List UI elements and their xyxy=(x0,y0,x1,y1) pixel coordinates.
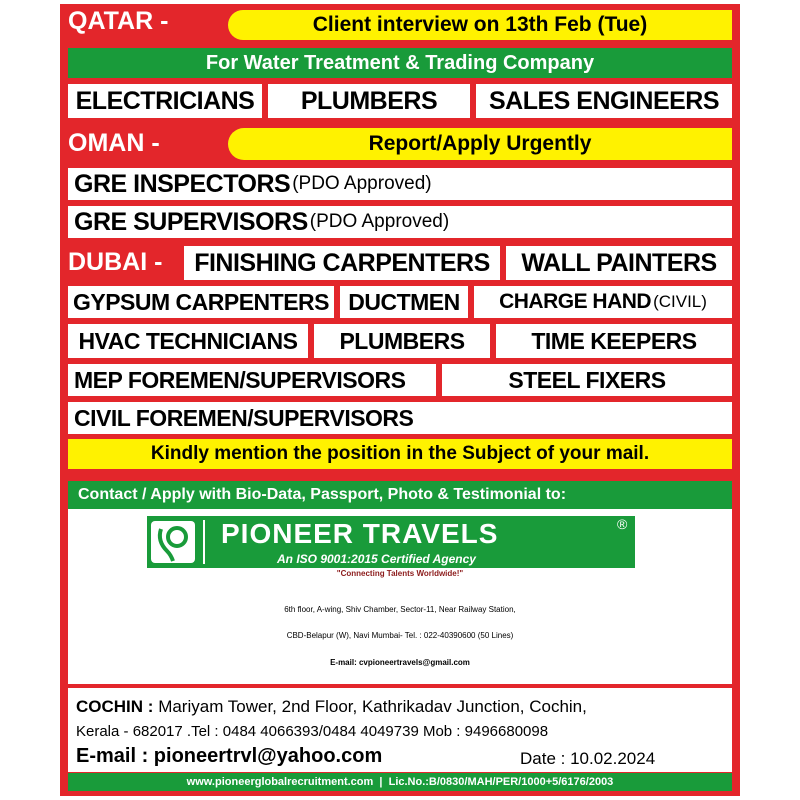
country-qatar: QATAR - xyxy=(68,7,169,35)
job-title: GRE INSPECTORS xyxy=(74,169,291,198)
address-line1: 6th floor, A-wing, Shiv Chamber, Sector-11, Near Railway Station, xyxy=(284,605,516,614)
job-note: (PDO Approved) xyxy=(309,211,450,232)
qatar-company-bar xyxy=(68,48,732,78)
cochin-line1: Mariyam Tower, 2nd Floor, Kathrikadav Junction, Cochin, xyxy=(158,697,587,716)
qatar-interview-banner xyxy=(228,10,732,40)
contact-heading: Contact / Apply with Bio-Data, Passport, Photo & Testimonial to: xyxy=(78,486,567,503)
job-dubai-finishing-carpenters: FINISHING CARPENTERS xyxy=(184,246,500,280)
job-dubai-wall-painters: WALL PAINTERS xyxy=(506,246,732,280)
job-dubai-time-keepers: TIME KEEPERS xyxy=(496,324,732,358)
cochin-date: Date : 10.02.2024 xyxy=(520,749,656,768)
job-dubai-civil-foremen: CIVIL FOREMEN/SUPERVISORS xyxy=(68,402,732,434)
footer-bar xyxy=(68,773,732,791)
mention-bar xyxy=(68,439,732,469)
contact-email: E-mail: cvpioneertravels@gmail.com xyxy=(330,658,470,667)
job-dubai-steel-fixers: STEEL FIXERS xyxy=(442,364,732,396)
job-dubai-hvac-technicians: HVAC TECHNICIANS xyxy=(68,324,308,358)
job-qatar-electricians: ELECTRICIANS xyxy=(68,84,262,118)
pioneer-logo xyxy=(147,516,635,568)
iso-text: An ISO 9001:2015 Certified Agency xyxy=(277,552,476,566)
job-oman-gre-inspectors xyxy=(68,168,732,200)
company-name: PIONEER TRAVELS xyxy=(221,518,499,549)
country-oman: OMAN - xyxy=(68,129,160,157)
mention-text: Kindly mention the position in the Subject of your mail. xyxy=(150,443,650,464)
registered-mark: ® xyxy=(617,516,628,532)
oman-banner-text: Report/Apply Urgently xyxy=(368,132,592,155)
pioneer-logo-mark-icon xyxy=(151,521,195,563)
job-dubai-plumbers: PLUMBERS xyxy=(314,324,490,358)
logo-divider xyxy=(203,520,205,564)
job-title: CHARGE HAND xyxy=(499,290,652,313)
qatar-banner-text: Client interview on 13th Feb (Tue) xyxy=(312,13,648,36)
cochin-label: COCHIN : xyxy=(76,697,154,716)
footer-text: www.pioneerglobalrecruitment.com | Lic.No.:B/0830/MAH/PER/1000+5/6176/2003 xyxy=(186,776,614,788)
address-line2: CBD-Belapur (W), Navi Mumbai- Tel. : 022-40390600 (50 Lines) xyxy=(286,631,514,640)
job-dubai-charge-hand xyxy=(474,286,732,318)
job-qatar-plumbers: PLUMBERS xyxy=(268,84,470,118)
job-note: (CIVIL) xyxy=(653,292,707,311)
contact-heading-bar xyxy=(68,481,732,509)
tagline: "Connecting Talents Worldwide!" xyxy=(336,569,464,578)
qatar-company-text: For Water Treatment & Trading Company xyxy=(205,51,595,74)
job-title: GRE SUPERVISORS xyxy=(74,207,308,236)
job-dubai-gypsum-carpenters: GYPSUM CARPENTERS xyxy=(68,286,334,318)
cochin-email: E-mail : pioneertrvl@yahoo.com xyxy=(76,745,383,767)
cochin-line2: Kerala - 682017 .Tel : 0484 4066393/0484 4049739 Mob : 9496680098 xyxy=(76,723,549,740)
country-dubai: DUBAI - xyxy=(68,248,163,276)
cochin-line1-row xyxy=(76,697,587,717)
job-qatar-sales-engineers: SALES ENGINEERS xyxy=(476,84,732,118)
job-note: (PDO Approved) xyxy=(292,173,432,194)
oman-urgent-banner xyxy=(228,128,732,160)
job-dubai-ductmen: DUCTMEN xyxy=(340,286,468,318)
job-dubai-mep-foremen: MEP FOREMEN/SUPERVISORS xyxy=(68,364,436,396)
job-oman-gre-supervisors xyxy=(68,206,732,238)
